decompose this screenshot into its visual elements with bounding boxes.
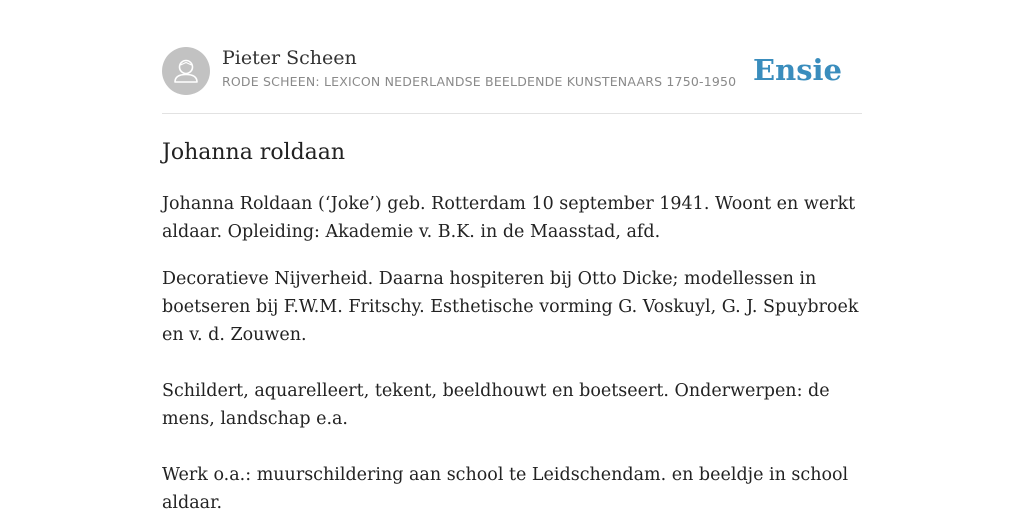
article-paragraph: Decoratieve Nijverheid. Daarna hospiteren bij Otto Dicke; modellessen in boetseren bij F.W.M. Fritschy. Esthetische vorming G. Voskuyl, G. J. Spuybroek en v. d. Zouwen.	[162, 269, 859, 345]
author-avatar[interactable]	[162, 47, 210, 95]
article-header	[162, 46, 862, 96]
user-placeholder-icon	[162, 47, 210, 95]
article-paragraph: Schildert, aquarelleert, tekent, beeldhouwt en boetseert. Onderwerpen: de mens, landschap e.a.	[162, 381, 830, 429]
article-body	[162, 190, 867, 512]
article-paragraph: Johanna Roldaan (‘Joke’) geb. Rotterdam 10 september 1941. Woont en werkt aldaar. Opleiding: Akademie v. B.K. in de Maasstad, afd.	[162, 194, 856, 242]
article-title: Johanna roldaan	[162, 140, 346, 165]
article-paragraph: Werk o.a.: muurschildering aan school te Leidschendam. en beeldje in school aldaar.	[162, 465, 849, 512]
header-divider	[162, 113, 862, 114]
author-name[interactable]: Pieter Scheen	[222, 47, 357, 69]
brand-logo[interactable]: Ensie	[753, 53, 842, 87]
source-title[interactable]: RODE SCHEEN: LEXICON NEDERLANDSE BEELDENDE KUNSTENAARS 1750-1950	[222, 74, 737, 89]
